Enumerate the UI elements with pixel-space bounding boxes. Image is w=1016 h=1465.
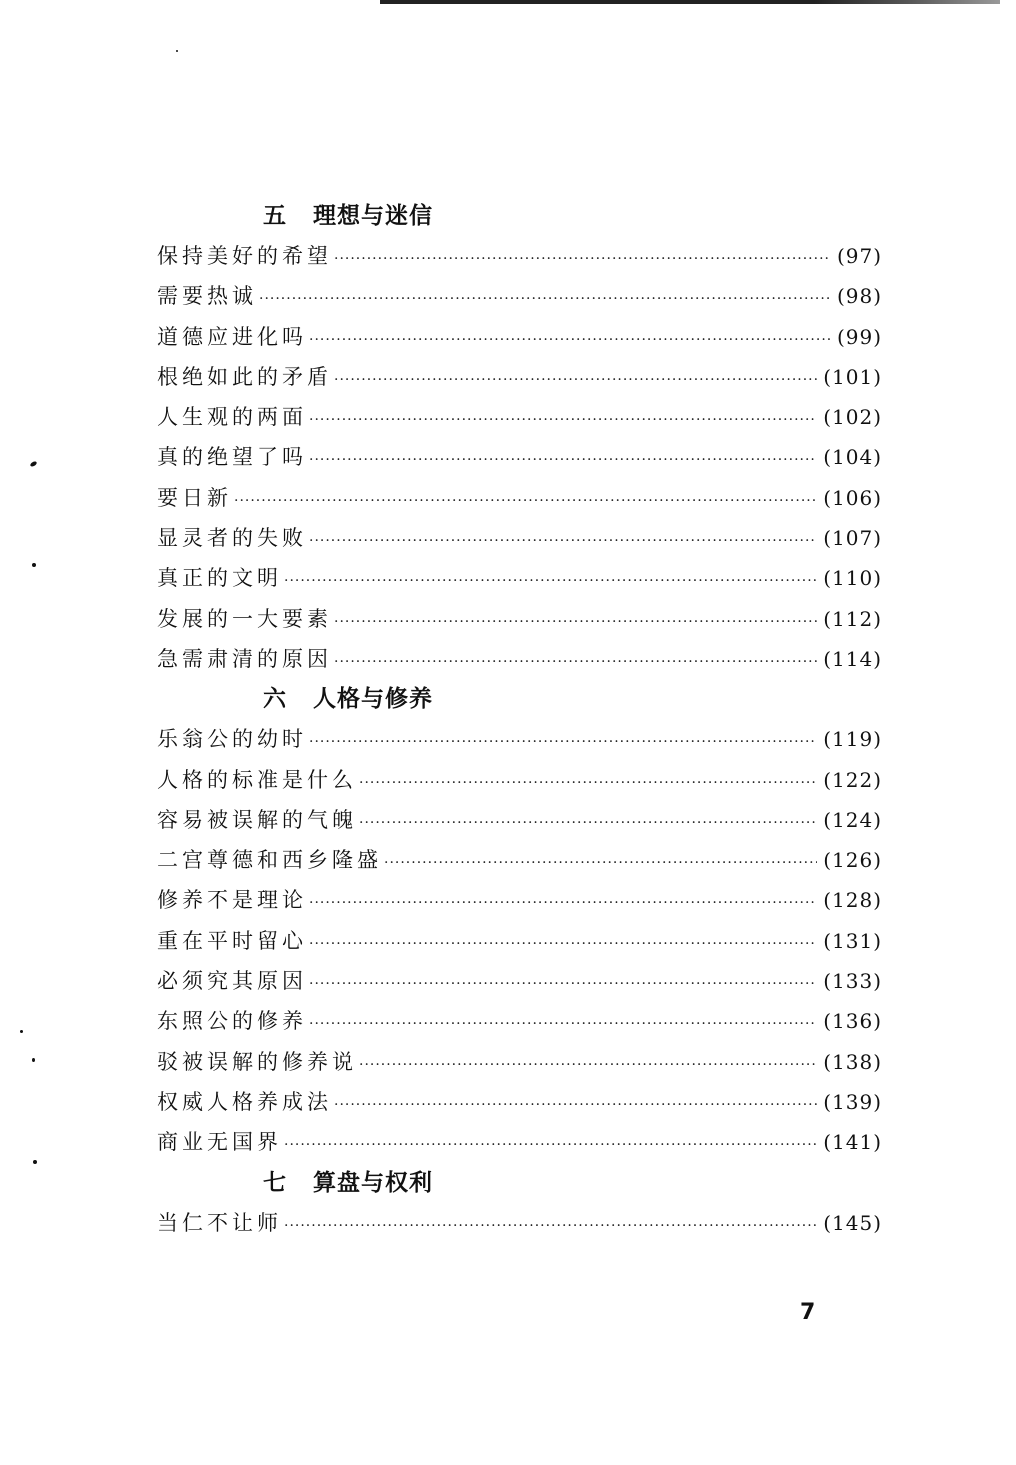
entry-title: 重在平时留心 bbox=[157, 928, 307, 953]
dot-leader bbox=[309, 440, 817, 480]
section-title: 算盘与权利 bbox=[313, 1169, 433, 1196]
toc-entry bbox=[157, 880, 882, 920]
entry-page: (101) bbox=[823, 364, 882, 389]
dot-leader bbox=[309, 320, 831, 360]
entry-title: 真正的文明 bbox=[157, 566, 282, 591]
dot-leader bbox=[359, 763, 817, 803]
dot-leader bbox=[334, 1085, 817, 1125]
dot-leader bbox=[284, 1206, 817, 1246]
entry-title: 人生观的两面 bbox=[157, 405, 307, 430]
dot-leader bbox=[384, 843, 817, 883]
entry-title: 道德应进化吗 bbox=[157, 324, 307, 349]
toc-entry bbox=[157, 599, 882, 639]
entry-title: 人格的标准是什么 bbox=[157, 767, 357, 792]
dot-leader bbox=[309, 521, 817, 561]
section-5 bbox=[157, 196, 882, 679]
toc-entry bbox=[157, 1203, 882, 1243]
entry-page: (98) bbox=[836, 284, 882, 309]
entry-page: (114) bbox=[823, 646, 882, 671]
toc-entry bbox=[157, 478, 882, 518]
section-6 bbox=[157, 679, 882, 1162]
entry-title: 保持美好的希望 bbox=[157, 244, 332, 268]
scan-speck bbox=[32, 563, 36, 567]
dot-leader bbox=[334, 360, 817, 400]
dot-leader bbox=[284, 1125, 817, 1165]
entry-page: (128) bbox=[823, 888, 882, 913]
dot-leader bbox=[309, 400, 817, 440]
entry-page: (106) bbox=[823, 485, 882, 510]
dot-leader bbox=[334, 602, 817, 642]
dot-leader bbox=[334, 239, 831, 279]
toc-entry bbox=[157, 639, 882, 679]
entry-page: (104) bbox=[823, 445, 882, 470]
toc-entry bbox=[157, 921, 882, 961]
dot-leader bbox=[309, 924, 817, 964]
entry-page: (126) bbox=[823, 848, 882, 873]
dot-leader bbox=[259, 279, 831, 319]
section-heading bbox=[157, 679, 882, 719]
toc-entry bbox=[157, 1122, 882, 1162]
dot-leader bbox=[309, 1004, 817, 1044]
section-heading bbox=[157, 196, 882, 236]
entry-page: (136) bbox=[823, 1009, 882, 1034]
entry-page: (110) bbox=[823, 566, 882, 591]
scan-speck bbox=[20, 1030, 23, 1033]
entry-page: (124) bbox=[823, 807, 882, 832]
entry-page: (141) bbox=[823, 1130, 882, 1155]
section-number: 六 bbox=[263, 686, 287, 713]
entry-page: (131) bbox=[823, 928, 882, 953]
dot-leader bbox=[309, 883, 817, 923]
section-heading bbox=[157, 1163, 882, 1203]
toc-entry bbox=[157, 760, 882, 800]
table-of-contents bbox=[157, 196, 882, 1243]
toc-entry bbox=[157, 357, 882, 397]
toc-entry bbox=[157, 1082, 882, 1122]
entry-page: (145) bbox=[823, 1210, 882, 1235]
toc-entry bbox=[157, 236, 882, 276]
toc-entry bbox=[157, 840, 882, 880]
toc-entry bbox=[157, 276, 882, 316]
scan-speck bbox=[29, 461, 37, 468]
entry-page: (122) bbox=[823, 767, 882, 792]
entry-page: (112) bbox=[823, 606, 882, 631]
entry-title: 修养不是理论 bbox=[157, 888, 307, 913]
top-rule bbox=[380, 0, 1000, 4]
toc-entry bbox=[157, 961, 882, 1001]
section-title: 人格与修养 bbox=[313, 686, 433, 713]
dot-leader bbox=[234, 481, 817, 521]
entry-title: 显灵者的失败 bbox=[157, 526, 307, 551]
entry-title: 发展的一大要素 bbox=[157, 606, 332, 631]
section-title: 理想与迷信 bbox=[313, 203, 433, 229]
toc-entry bbox=[157, 437, 882, 477]
scan-speck bbox=[176, 50, 178, 52]
entry-title: 乐翁公的幼时 bbox=[157, 727, 307, 752]
entry-page: (139) bbox=[823, 1089, 882, 1114]
toc-entry bbox=[157, 317, 882, 357]
entry-page: (119) bbox=[823, 727, 882, 752]
entry-title: 当仁不让师 bbox=[157, 1210, 282, 1235]
entry-title: 需要热诚 bbox=[157, 284, 257, 309]
dot-leader bbox=[309, 722, 817, 762]
scan-speck bbox=[33, 1160, 37, 1164]
entry-title: 二宫尊德和西乡隆盛 bbox=[157, 848, 382, 873]
entry-title: 商业无国界 bbox=[157, 1130, 282, 1155]
entry-page: (99) bbox=[836, 324, 882, 349]
dot-leader bbox=[284, 561, 817, 601]
toc-entry bbox=[157, 558, 882, 598]
entry-page: (102) bbox=[823, 405, 882, 430]
toc-entry bbox=[157, 397, 882, 437]
toc-entry bbox=[157, 800, 882, 840]
entry-title: 东照公的修养 bbox=[157, 1009, 307, 1034]
section-number: 七 bbox=[263, 1169, 287, 1196]
entry-title: 要日新 bbox=[157, 485, 232, 510]
dot-leader bbox=[359, 803, 817, 843]
entry-title: 急需肃清的原因 bbox=[157, 646, 332, 671]
section-7 bbox=[157, 1163, 882, 1243]
entry-title: 真的绝望了吗 bbox=[157, 445, 307, 470]
entry-title: 驳被误解的修养说 bbox=[157, 1049, 357, 1074]
entry-page: (97) bbox=[836, 244, 882, 268]
toc-entry bbox=[157, 719, 882, 759]
entry-title: 权威人格养成法 bbox=[157, 1089, 332, 1114]
entry-page: (133) bbox=[823, 969, 882, 994]
entry-page: (107) bbox=[823, 526, 882, 551]
dot-leader bbox=[334, 642, 817, 682]
scan-speck bbox=[32, 1058, 35, 1062]
dot-leader bbox=[359, 1045, 817, 1085]
entry-title: 根绝如此的矛盾 bbox=[157, 364, 332, 389]
entry-page: (138) bbox=[823, 1049, 882, 1074]
entry-title: 容易被误解的气魄 bbox=[157, 807, 357, 832]
toc-entry bbox=[157, 1001, 882, 1041]
toc-entry bbox=[157, 518, 882, 558]
dot-leader bbox=[309, 964, 817, 1004]
section-number: 五 bbox=[263, 203, 287, 229]
toc-entry bbox=[157, 1042, 882, 1082]
page-number: 7 bbox=[800, 1300, 816, 1325]
entry-title: 必须究其原因 bbox=[157, 969, 307, 994]
